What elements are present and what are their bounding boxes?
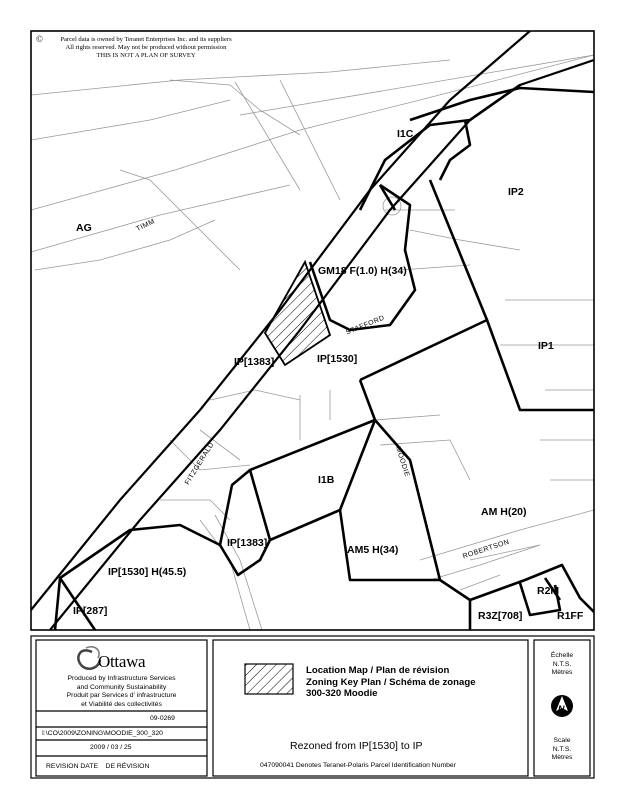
revision-date-label: REVISION DATE DE RÉVISION bbox=[46, 763, 150, 770]
zone-label-ip1: IP1 bbox=[538, 340, 554, 352]
produced-line-2: and Community Sustainability bbox=[76, 683, 167, 691]
street-label-moodie: MOODIE bbox=[393, 445, 411, 478]
zone-label-i1c: I1C bbox=[397, 128, 414, 140]
north-letter: N bbox=[558, 704, 565, 714]
map-title-block bbox=[306, 665, 476, 700]
zone-label-ip1383-bottom: IP[1383] bbox=[227, 537, 268, 549]
zone-label-r1ff: R1FF bbox=[557, 610, 584, 622]
copyright-notice bbox=[36, 36, 256, 60]
scale-top-block bbox=[534, 652, 590, 678]
pin-note: 047090041 Denotes Teranet-Polaris Parcel Identification Number bbox=[260, 762, 456, 769]
street-label-robertson: ROBERTSON bbox=[461, 538, 511, 561]
zone-label-ip1530: IP[1530] bbox=[317, 353, 358, 365]
zone-label-ip2: IP2 bbox=[508, 186, 524, 198]
produced-line-4: et Viabilité des collectivités bbox=[81, 700, 162, 708]
rezoned-note: Rezoned from IP[1530] to IP bbox=[290, 740, 423, 752]
map-title-line-1: Location Map / Plan de révision bbox=[306, 665, 450, 676]
street-label-fitzgerald: FITZGERALD bbox=[184, 441, 216, 487]
zone-label-gm18: GM18 F(1.0) H(34) bbox=[318, 265, 407, 277]
revision-date: 2009 / 03 / 25 bbox=[90, 744, 132, 751]
copyright-line-3: THIS IS NOT A PLAN OF SURVEY bbox=[96, 52, 196, 59]
zone-label-ip287: IP[287] bbox=[73, 605, 108, 617]
map-title-line-2: Zoning Key Plan / Schéma de zonage bbox=[306, 676, 476, 688]
zone-label-r3z: R3Z[708] bbox=[478, 610, 523, 622]
copyright-line-1: Parcel data is owned by Teranet Enterprises Inc. and its suppliers bbox=[60, 36, 232, 43]
street-label-stafford: STAFFORD bbox=[345, 314, 386, 337]
zone-label-am-h20: AM H(20) bbox=[481, 506, 527, 518]
produced-line-3: Produit par Services d' infrastructure bbox=[66, 692, 177, 699]
scale-bottom-block bbox=[534, 737, 590, 763]
produced-by-block bbox=[36, 675, 207, 709]
zone-label-ip1383-top: IP[1383] bbox=[234, 356, 275, 368]
zone-label-r2m: R2M bbox=[537, 585, 560, 597]
zone-label-ag: AG bbox=[76, 222, 92, 234]
street-label-timm: TIMM bbox=[135, 218, 157, 234]
nts-top-label: N.T.S. bbox=[552, 660, 572, 668]
zone-label-ip1530-h455: IP[1530] H(45.5) bbox=[108, 566, 187, 578]
produced-line-1: Produced by Infrastructure Services bbox=[67, 675, 176, 682]
file-path: I:\CO\2009\ZONING\MOODIE_300_320 bbox=[42, 730, 163, 737]
ottawa-logo-text: Ottawa bbox=[98, 652, 146, 671]
scale-label: Scale bbox=[553, 737, 571, 744]
map-title-line-3: 300-320 Moodie bbox=[306, 688, 378, 699]
metres-top-label: Mètres bbox=[551, 669, 573, 676]
file-number: 09-0269 bbox=[150, 715, 175, 722]
zone-label-am5: AM5 H(34) bbox=[347, 544, 399, 556]
copyright-line-2: All rights reserved. May not be produced without permission bbox=[65, 44, 227, 51]
nts-bottom-label: N.T.S. bbox=[552, 745, 572, 753]
copyright-symbol: © bbox=[36, 34, 43, 44]
zone-label-i1b: I1B bbox=[318, 474, 335, 486]
legend-hatch-swatch bbox=[245, 664, 293, 694]
metres-bottom-label: Mètres bbox=[551, 754, 573, 761]
echelle-label: Échelle bbox=[550, 652, 574, 659]
